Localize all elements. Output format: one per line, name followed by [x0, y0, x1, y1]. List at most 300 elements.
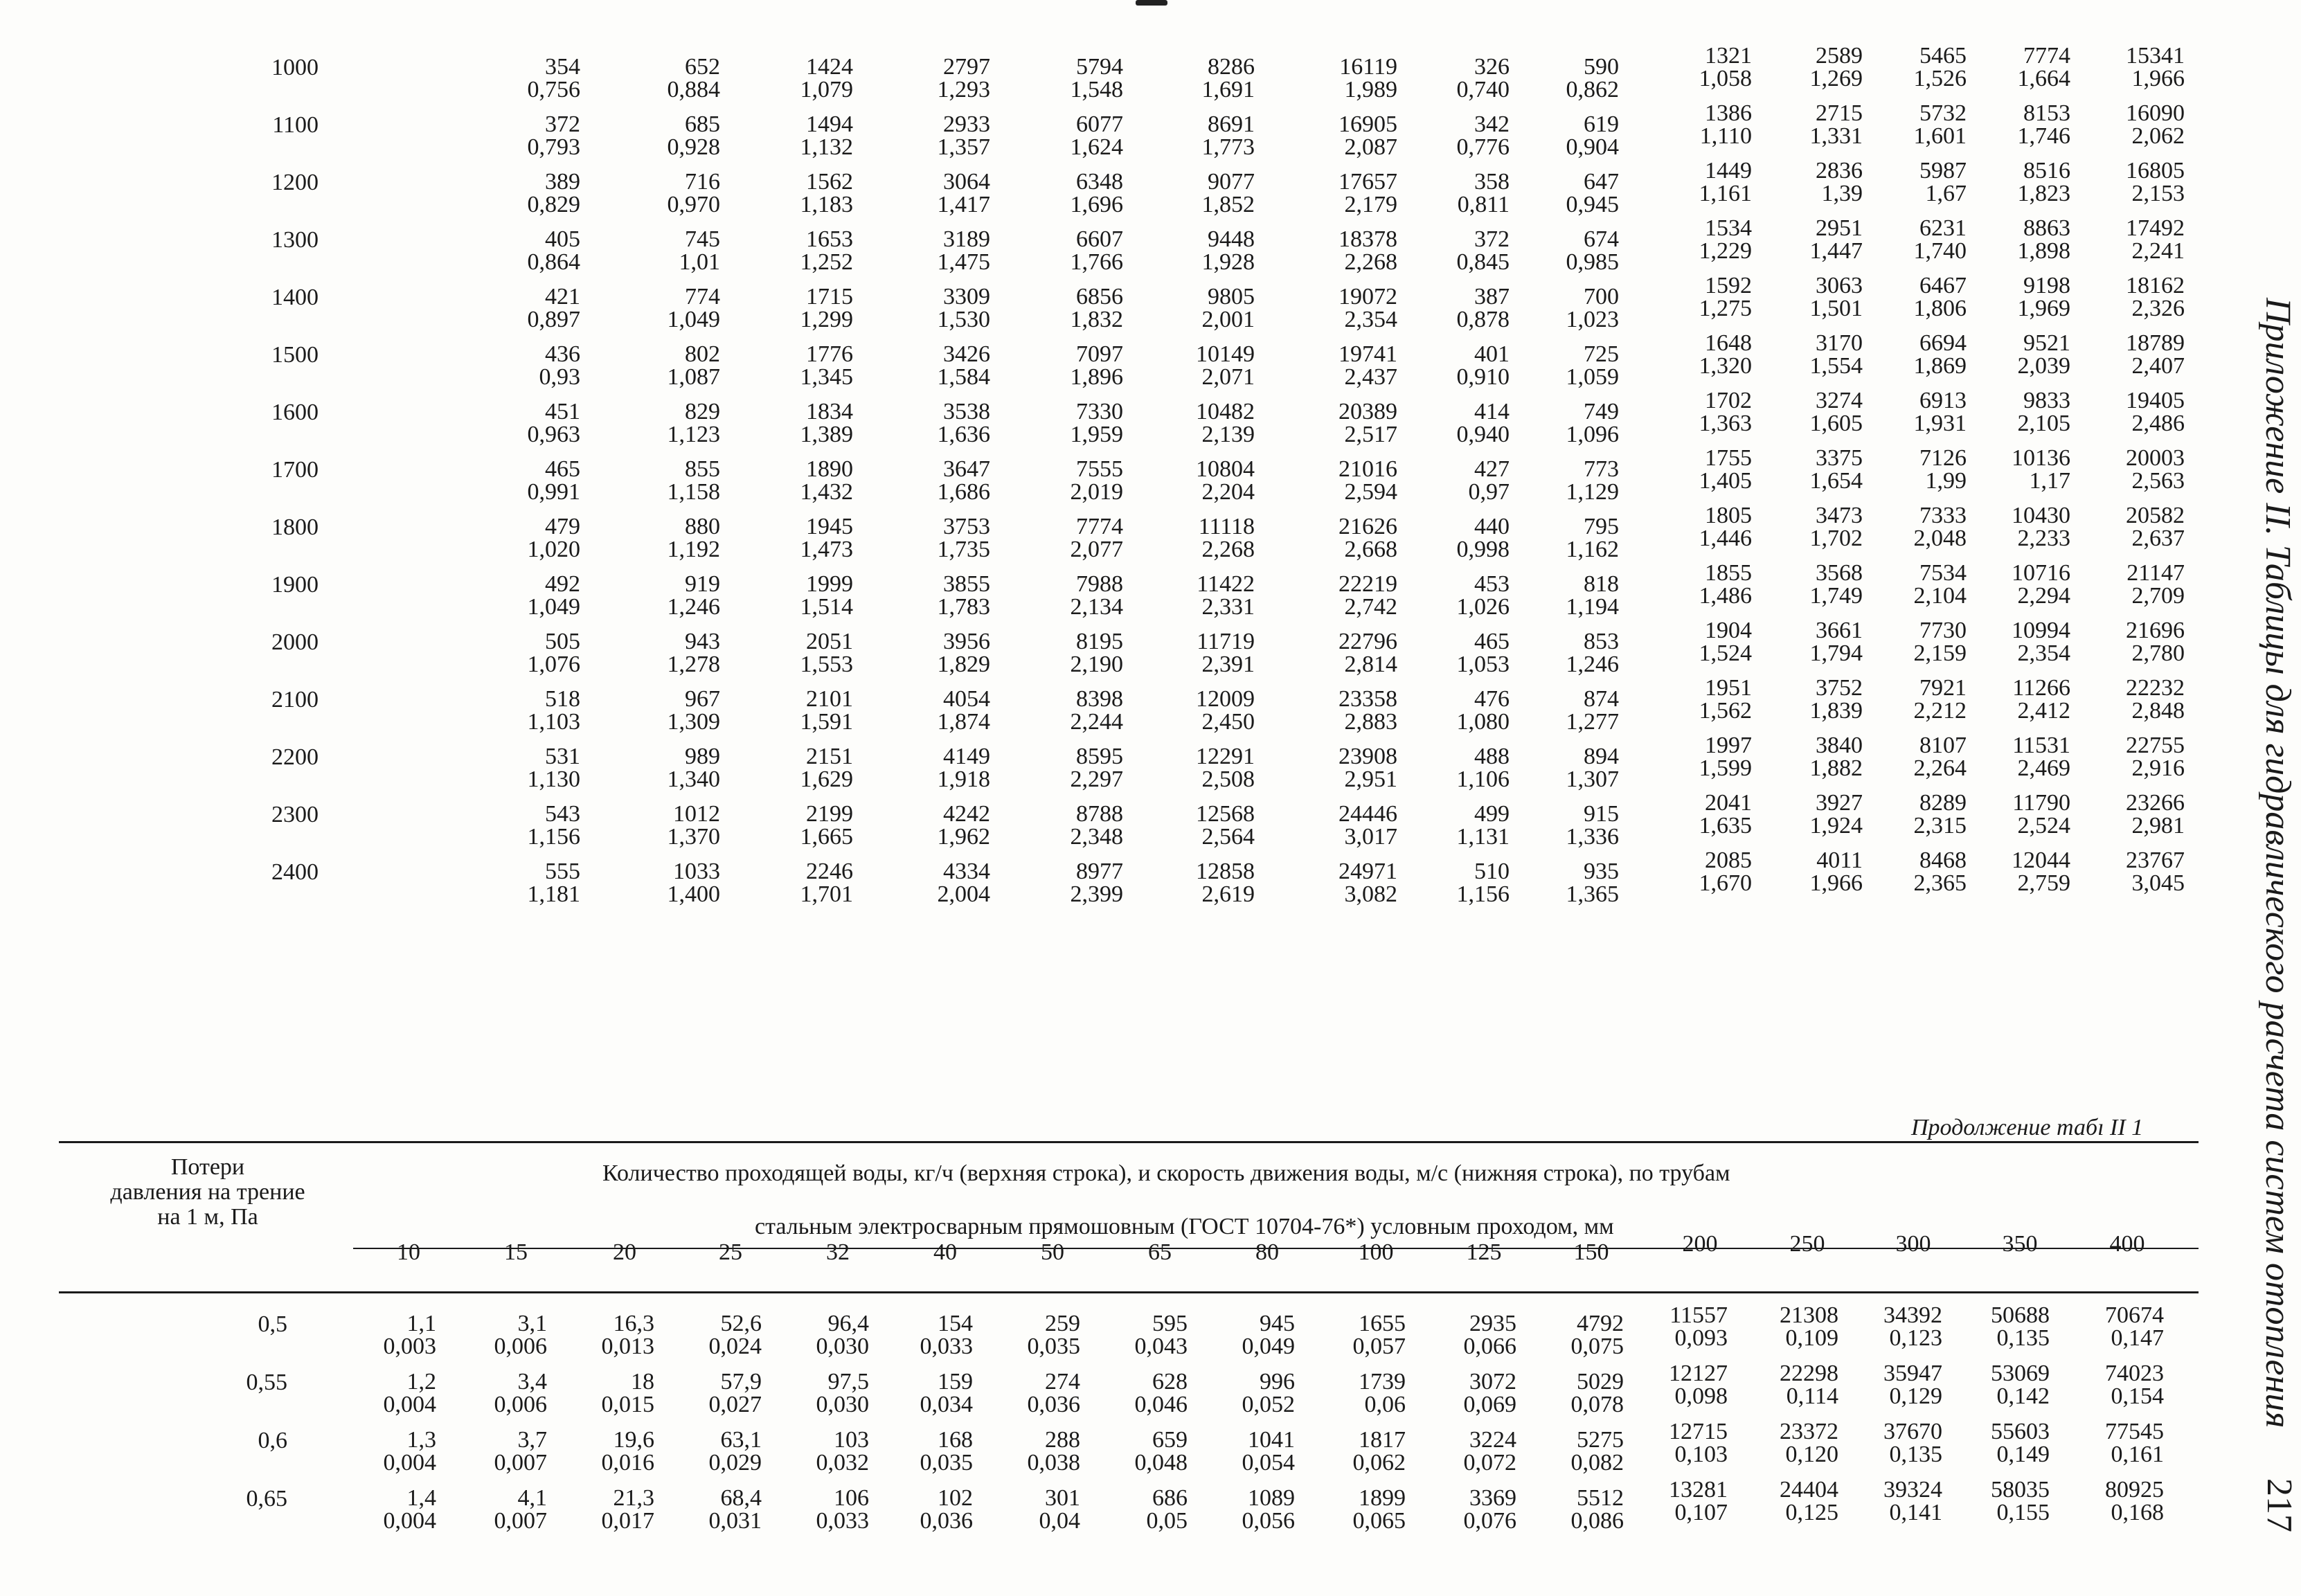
velocity-value: 1,096	[1566, 422, 1619, 447]
lower-row-label: 0,5	[258, 1311, 287, 1337]
upper-cell	[1863, 734, 1967, 780]
velocity-value: 1,605	[1809, 411, 1863, 436]
upper-cell	[1406, 630, 1510, 676]
upper-cell	[886, 458, 990, 503]
lower-cell	[1838, 1304, 1942, 1350]
upper-cell	[1967, 44, 2070, 90]
velocity-value: 1,156	[1456, 881, 1510, 907]
upper-cell	[886, 343, 990, 388]
velocity-value: 1,746	[2017, 123, 2070, 149]
lower-cell	[1838, 1362, 1942, 1408]
velocity-value: 1,389	[800, 422, 853, 447]
flow-value: 1562	[806, 169, 853, 195]
velocity-value: 1,839	[1809, 698, 1863, 724]
upper-cell	[616, 285, 720, 331]
upper-cell	[476, 515, 580, 561]
velocity-value: 1,591	[800, 709, 853, 735]
velocity-value: 1,806	[1913, 296, 1967, 321]
velocity-value: 0,006	[494, 1392, 547, 1417]
flow-value: 774	[685, 284, 720, 310]
upper-cell	[749, 745, 853, 791]
velocity-value: 0,970	[667, 192, 720, 217]
velocity-value: 2,508	[1201, 766, 1255, 792]
flow-value: 102	[938, 1485, 973, 1511]
upper-cell	[1019, 400, 1123, 446]
flow-value: 6467	[1919, 273, 1967, 298]
flow-value: 301	[1045, 1485, 1080, 1511]
velocity-value: 1,129	[1566, 479, 1619, 505]
upper-cell	[2081, 447, 2185, 492]
upper-cell	[1151, 745, 1255, 791]
velocity-value: 2,883	[1344, 709, 1397, 735]
flow-value: 9833	[2023, 388, 2070, 413]
upper-cell	[749, 170, 853, 216]
upper-cell	[1515, 803, 1619, 848]
velocity-value: 1,969	[2017, 296, 2070, 321]
flow-value: 6077	[1076, 111, 1123, 137]
flow-value: 1655	[1359, 1311, 1406, 1336]
lower-cell	[1838, 1478, 1942, 1524]
velocity-value: 0,031	[708, 1508, 762, 1534]
flow-value: 24446	[1338, 801, 1397, 827]
flow-value: 818	[1584, 571, 1619, 597]
velocity-value: 1,794	[1809, 640, 1863, 666]
velocity-value: 1,823	[2017, 181, 2070, 206]
flow-value: 2715	[1816, 100, 1863, 126]
velocity-value: 2,563	[2131, 468, 2185, 494]
upper-cell	[1648, 217, 1752, 262]
flow-value: 103	[834, 1427, 869, 1453]
flow-value: 3189	[943, 226, 990, 252]
velocity-value: 0,829	[527, 192, 580, 217]
flow-value: 488	[1474, 744, 1510, 769]
velocity-value: 0,056	[1242, 1508, 1295, 1534]
flow-value: 647	[1584, 169, 1619, 195]
flow-value: 18789	[2126, 330, 2185, 356]
flow-value: 11266	[2012, 675, 2070, 701]
velocity-value: 1,966	[1809, 870, 1863, 896]
velocity-value: 1,832	[1070, 307, 1123, 332]
flow-value: 2797	[943, 54, 990, 80]
flow-value: 7534	[1919, 560, 1967, 586]
velocity-value: 2,668	[1344, 537, 1397, 562]
velocity-value: 0,033	[816, 1508, 869, 1534]
velocity-value: 2,315	[1913, 813, 1967, 839]
flow-value: 4,1	[517, 1485, 547, 1511]
flow-value: 21696	[2126, 618, 2185, 643]
lower-cell	[1302, 1487, 1406, 1532]
flow-value: 3309	[943, 284, 990, 310]
upper-cell	[476, 860, 580, 906]
upper-cell	[1759, 159, 1863, 205]
lower-cell	[1624, 1420, 1728, 1466]
velocity-value: 2,412	[2017, 698, 2070, 724]
column-header: 32	[826, 1239, 850, 1265]
lower-cell	[443, 1487, 547, 1532]
lower-cell	[765, 1370, 869, 1416]
upper-cell	[616, 343, 720, 388]
upper-cell	[1293, 745, 1397, 791]
column-header: 200	[1682, 1231, 1718, 1257]
velocity-value: 2,105	[2017, 411, 2070, 436]
column-header: 25	[719, 1239, 742, 1265]
upper-cell	[1967, 447, 2070, 492]
flow-value: 8595	[1076, 744, 1123, 769]
lower-cell	[1520, 1428, 1624, 1474]
velocity-value: 0,098	[1674, 1383, 1728, 1409]
velocity-value: 1,246	[667, 594, 720, 620]
upper-cell	[1406, 803, 1510, 848]
velocity-value: 1,293	[937, 77, 990, 102]
flow-value: 401	[1474, 341, 1510, 367]
upper-row-label: 1200	[271, 170, 319, 195]
velocity-value: 0,015	[601, 1392, 654, 1417]
upper-row-label: 2000	[271, 629, 319, 655]
header-pressure-loss	[83, 1155, 332, 1230]
velocity-value: 0,103	[1674, 1442, 1728, 1467]
lower-cell	[1735, 1362, 1838, 1408]
flow-value: 3956	[943, 629, 990, 654]
upper-cell	[1293, 630, 1397, 676]
lower-cell	[2060, 1304, 2164, 1350]
velocity-value: 2,233	[2017, 526, 2070, 551]
velocity-value: 2,331	[1201, 594, 1255, 620]
velocity-value: 0,007	[494, 1450, 547, 1476]
upper-cell	[886, 228, 990, 274]
flow-value: 2951	[1816, 215, 1863, 241]
flow-value: 18	[631, 1369, 654, 1395]
flow-value: 802	[685, 341, 720, 367]
velocity-value: 2,564	[1201, 824, 1255, 850]
flow-value: 421	[545, 284, 580, 310]
flow-value: 372	[1474, 226, 1510, 252]
velocity-value: 0,032	[816, 1450, 869, 1476]
flow-value: 10482	[1196, 399, 1255, 424]
upper-cell	[2081, 562, 2185, 607]
velocity-value: 0,991	[527, 479, 580, 505]
flow-value: 894	[1584, 744, 1619, 769]
upper-cell	[1648, 619, 1752, 665]
flow-value: 1951	[1705, 675, 1752, 701]
velocity-value: 1,331	[1809, 123, 1863, 149]
velocity-value: 2,848	[2131, 698, 2185, 724]
velocity-value: 0,065	[1352, 1508, 1406, 1534]
velocity-value: 0,129	[1889, 1383, 1942, 1409]
velocity-value: 2,981	[2131, 813, 2185, 839]
flow-value: 8516	[2023, 158, 2070, 183]
flow-value: 3426	[943, 341, 990, 367]
velocity-value: 1,962	[937, 824, 990, 850]
upper-cell	[616, 573, 720, 618]
flow-value: 24404	[1780, 1477, 1838, 1503]
upper-row-label: 1100	[272, 112, 319, 138]
flow-value: 8289	[1919, 790, 1967, 816]
velocity-value: 1,562	[1699, 698, 1752, 724]
upper-cell	[749, 688, 853, 733]
velocity-value: 1,277	[1566, 709, 1619, 735]
velocity-value: 1,365	[1566, 881, 1619, 907]
velocity-value: 2,179	[1344, 192, 1397, 217]
header-pressure-line-1: Потери	[170, 1154, 245, 1180]
flow-value: 23266	[2126, 790, 2185, 816]
upper-cell	[1759, 447, 1863, 492]
upper-row-label: 1400	[271, 285, 319, 310]
flow-value: 11790	[2012, 790, 2070, 816]
velocity-value: 2,517	[1344, 422, 1397, 447]
flow-value: 1899	[1359, 1485, 1406, 1511]
flow-value: 1033	[673, 859, 720, 884]
velocity-value: 1,702	[1809, 526, 1863, 551]
velocity-value: 1,17	[2029, 468, 2070, 494]
flow-value: 10136	[2012, 445, 2070, 471]
flow-value: 745	[685, 226, 720, 252]
upper-cell	[476, 630, 580, 676]
upper-cell	[1515, 343, 1619, 388]
upper-cell	[1648, 791, 1752, 837]
upper-cell	[1515, 55, 1619, 101]
flow-value: 12044	[2012, 848, 2070, 873]
flow-value: 80925	[2105, 1477, 2164, 1503]
upper-cell	[1759, 849, 1863, 895]
column-header: 125	[1466, 1239, 1502, 1265]
flow-value: 23372	[1780, 1419, 1838, 1444]
flow-value: 17492	[2126, 215, 2185, 241]
flow-value: 159	[938, 1369, 973, 1395]
velocity-value: 0,864	[527, 249, 580, 275]
flow-value: 795	[1584, 514, 1619, 539]
lower-cell	[869, 1487, 973, 1532]
flow-value: 499	[1474, 801, 1510, 827]
flow-value: 1089	[1248, 1485, 1295, 1511]
flow-value: 451	[545, 399, 580, 424]
velocity-value: 1,530	[937, 307, 990, 332]
velocity-value: 2,244	[1070, 709, 1123, 735]
flow-value: 154	[938, 1311, 973, 1336]
upper-row-label: 1800	[271, 514, 319, 540]
flow-value: 1012	[673, 801, 720, 827]
upper-cell	[1406, 573, 1510, 618]
velocity-value: 2,407	[2131, 353, 2185, 379]
upper-cell	[1759, 562, 1863, 607]
upper-cell	[749, 458, 853, 503]
velocity-value: 1,473	[800, 537, 853, 562]
lower-cell	[765, 1312, 869, 1358]
flow-value: 12291	[1196, 744, 1255, 769]
flow-value: 686	[1152, 1485, 1188, 1511]
header-water-quantity: Количество проходящей воды, кг/ч (верхняя строка), и скорость движения воды, м/с (нижняя строка), по трубам	[602, 1160, 1730, 1186]
velocity-value: 0,940	[1456, 422, 1510, 447]
upper-cell	[1648, 274, 1752, 320]
flow-value: 259	[1045, 1311, 1080, 1336]
upper-cell	[886, 688, 990, 733]
velocity-value: 0,017	[601, 1508, 654, 1534]
upper-cell	[1406, 515, 1510, 561]
upper-cell	[1863, 274, 1967, 320]
upper-cell	[1019, 860, 1123, 906]
upper-cell	[1151, 55, 1255, 101]
flow-value: 935	[1584, 859, 1619, 884]
flow-value: 590	[1584, 54, 1619, 80]
flow-value: 1945	[806, 514, 853, 539]
velocity-value: 1,405	[1699, 468, 1752, 494]
velocity-value: 1,103	[527, 709, 580, 735]
flow-value: 465	[545, 456, 580, 482]
lower-cell	[1084, 1487, 1188, 1532]
velocity-value: 0,024	[708, 1334, 762, 1359]
upper-cell	[1967, 389, 2070, 435]
velocity-value: 2,212	[1913, 698, 1967, 724]
flow-value: 8153	[2023, 100, 2070, 126]
velocity-value: 0,013	[601, 1334, 654, 1359]
velocity-value: 0,082	[1570, 1450, 1624, 1476]
velocity-value: 0,035	[1027, 1334, 1080, 1359]
lower-cell	[1084, 1370, 1188, 1416]
upper-cell	[1293, 860, 1397, 906]
upper-cell	[476, 458, 580, 503]
velocity-value: 2,326	[2131, 296, 2185, 321]
velocity-value: 1,020	[527, 537, 580, 562]
flow-value: 19741	[1338, 341, 1397, 367]
velocity-value: 0,093	[1674, 1325, 1728, 1351]
flow-value: 414	[1474, 399, 1510, 424]
velocity-value: 1,773	[1201, 134, 1255, 160]
sidebar-title: Приложение II. Таблицы для гидравлического расчета систем отопления	[2258, 298, 2298, 1428]
velocity-value: 0,05	[1146, 1508, 1188, 1534]
flow-value: 518	[545, 686, 580, 712]
velocity-value: 0,135	[1996, 1325, 2050, 1351]
flow-value: 6913	[1919, 388, 1967, 413]
flow-value: 700	[1584, 284, 1619, 310]
velocity-value: 0,945	[1566, 192, 1619, 217]
upper-cell	[616, 860, 720, 906]
velocity-value: 1,829	[937, 652, 990, 677]
flow-value: 595	[1152, 1311, 1188, 1336]
velocity-value: 0,910	[1456, 364, 1510, 390]
upper-cell	[1019, 170, 1123, 216]
continued-label: Продолжение табı II 1	[1911, 1115, 2144, 1140]
lower-cell	[332, 1312, 436, 1358]
flow-value: 855	[685, 456, 720, 482]
upper-cell	[1648, 504, 1752, 550]
velocity-value: 1,058	[1699, 66, 1752, 91]
upper-cell	[1648, 734, 1752, 780]
upper-cell	[1151, 515, 1255, 561]
upper-cell	[886, 400, 990, 446]
upper-cell	[1648, 447, 1752, 492]
lower-cell	[1302, 1370, 1406, 1416]
upper-row-label: 1600	[271, 400, 319, 425]
velocity-value: 0,114	[1786, 1383, 1838, 1409]
upper-cell	[1151, 803, 1255, 848]
velocity-value: 0,155	[1996, 1500, 2050, 1525]
flow-value: 8977	[1076, 859, 1123, 884]
upper-cell	[616, 170, 720, 216]
flow-value: 543	[545, 801, 580, 827]
upper-cell	[1151, 285, 1255, 331]
column-header: 20	[613, 1239, 636, 1265]
lower-cell	[550, 1428, 654, 1474]
velocity-value: 1,079	[800, 77, 853, 102]
flow-value: 21308	[1780, 1302, 1838, 1328]
flow-value: 20582	[2126, 503, 2185, 528]
flow-value: 3274	[1816, 388, 1863, 413]
flow-value: 652	[685, 54, 720, 80]
upper-row-label: 2100	[271, 687, 319, 712]
upper-cell	[1759, 734, 1863, 780]
upper-cell	[616, 515, 720, 561]
velocity-value: 1,554	[1809, 353, 1863, 379]
flow-value: 5987	[1919, 158, 1967, 183]
velocity-value: 2,742	[1344, 594, 1397, 620]
upper-cell	[1515, 400, 1619, 446]
upper-cell	[1648, 389, 1752, 435]
flow-value: 96,4	[827, 1311, 869, 1336]
velocity-value: 1,691	[1201, 77, 1255, 102]
velocity-value: 0,142	[1996, 1383, 2050, 1409]
lower-cell	[1413, 1428, 1516, 1474]
velocity-value: 1,629	[800, 766, 853, 792]
lower-cell	[1084, 1428, 1188, 1474]
velocity-value: 1,783	[937, 594, 990, 620]
velocity-value: 1,123	[667, 422, 720, 447]
velocity-value: 1,370	[667, 824, 720, 850]
velocity-value: 1,959	[1070, 422, 1123, 447]
velocity-value: 0,141	[1889, 1500, 1942, 1525]
velocity-value: 1,553	[800, 652, 853, 677]
velocity-value: 0,076	[1463, 1508, 1516, 1534]
flow-value: 6231	[1919, 215, 1967, 241]
flow-value: 1805	[1705, 503, 1752, 528]
upper-cell	[749, 285, 853, 331]
velocity-value: 0,897	[527, 307, 580, 332]
lower-cell	[658, 1428, 762, 1474]
flow-value: 853	[1584, 629, 1619, 654]
velocity-value: 0,054	[1242, 1450, 1295, 1476]
lower-cell	[332, 1370, 436, 1416]
velocity-value: 1,299	[800, 307, 853, 332]
flow-value: 34392	[1883, 1302, 1942, 1328]
upper-cell	[2081, 44, 2185, 90]
flow-value: 17657	[1338, 169, 1397, 195]
velocity-value: 1,735	[937, 537, 990, 562]
flow-value: 9198	[2023, 273, 2070, 298]
velocity-value: 1,309	[667, 709, 720, 735]
lower-cell	[976, 1370, 1080, 1416]
flow-value: 874	[1584, 686, 1619, 712]
flow-value: 1,2	[406, 1369, 436, 1395]
velocity-value: 2,139	[1201, 422, 1255, 447]
flow-value: 5029	[1577, 1369, 1624, 1395]
lower-cell	[550, 1312, 654, 1358]
column-header: 350	[2002, 1231, 2038, 1257]
column-header: 300	[1895, 1231, 1931, 1257]
flow-value: 628	[1152, 1369, 1188, 1395]
velocity-value: 1,99	[1925, 468, 1967, 494]
flow-value: 3840	[1816, 733, 1863, 758]
flow-value: 3369	[1469, 1485, 1516, 1511]
velocity-value: 1,636	[937, 422, 990, 447]
flow-value: 37670	[1883, 1419, 1942, 1444]
velocity-value: 1,599	[1699, 755, 1752, 781]
upper-cell	[1967, 676, 2070, 722]
column-header: 10	[397, 1239, 420, 1265]
flow-value: 12715	[1669, 1419, 1728, 1444]
upper-cell	[1863, 332, 1967, 377]
velocity-value: 1,432	[800, 479, 853, 505]
flow-value: 555	[545, 859, 580, 884]
lower-cell	[550, 1487, 654, 1532]
flow-value: 326	[1474, 54, 1510, 80]
